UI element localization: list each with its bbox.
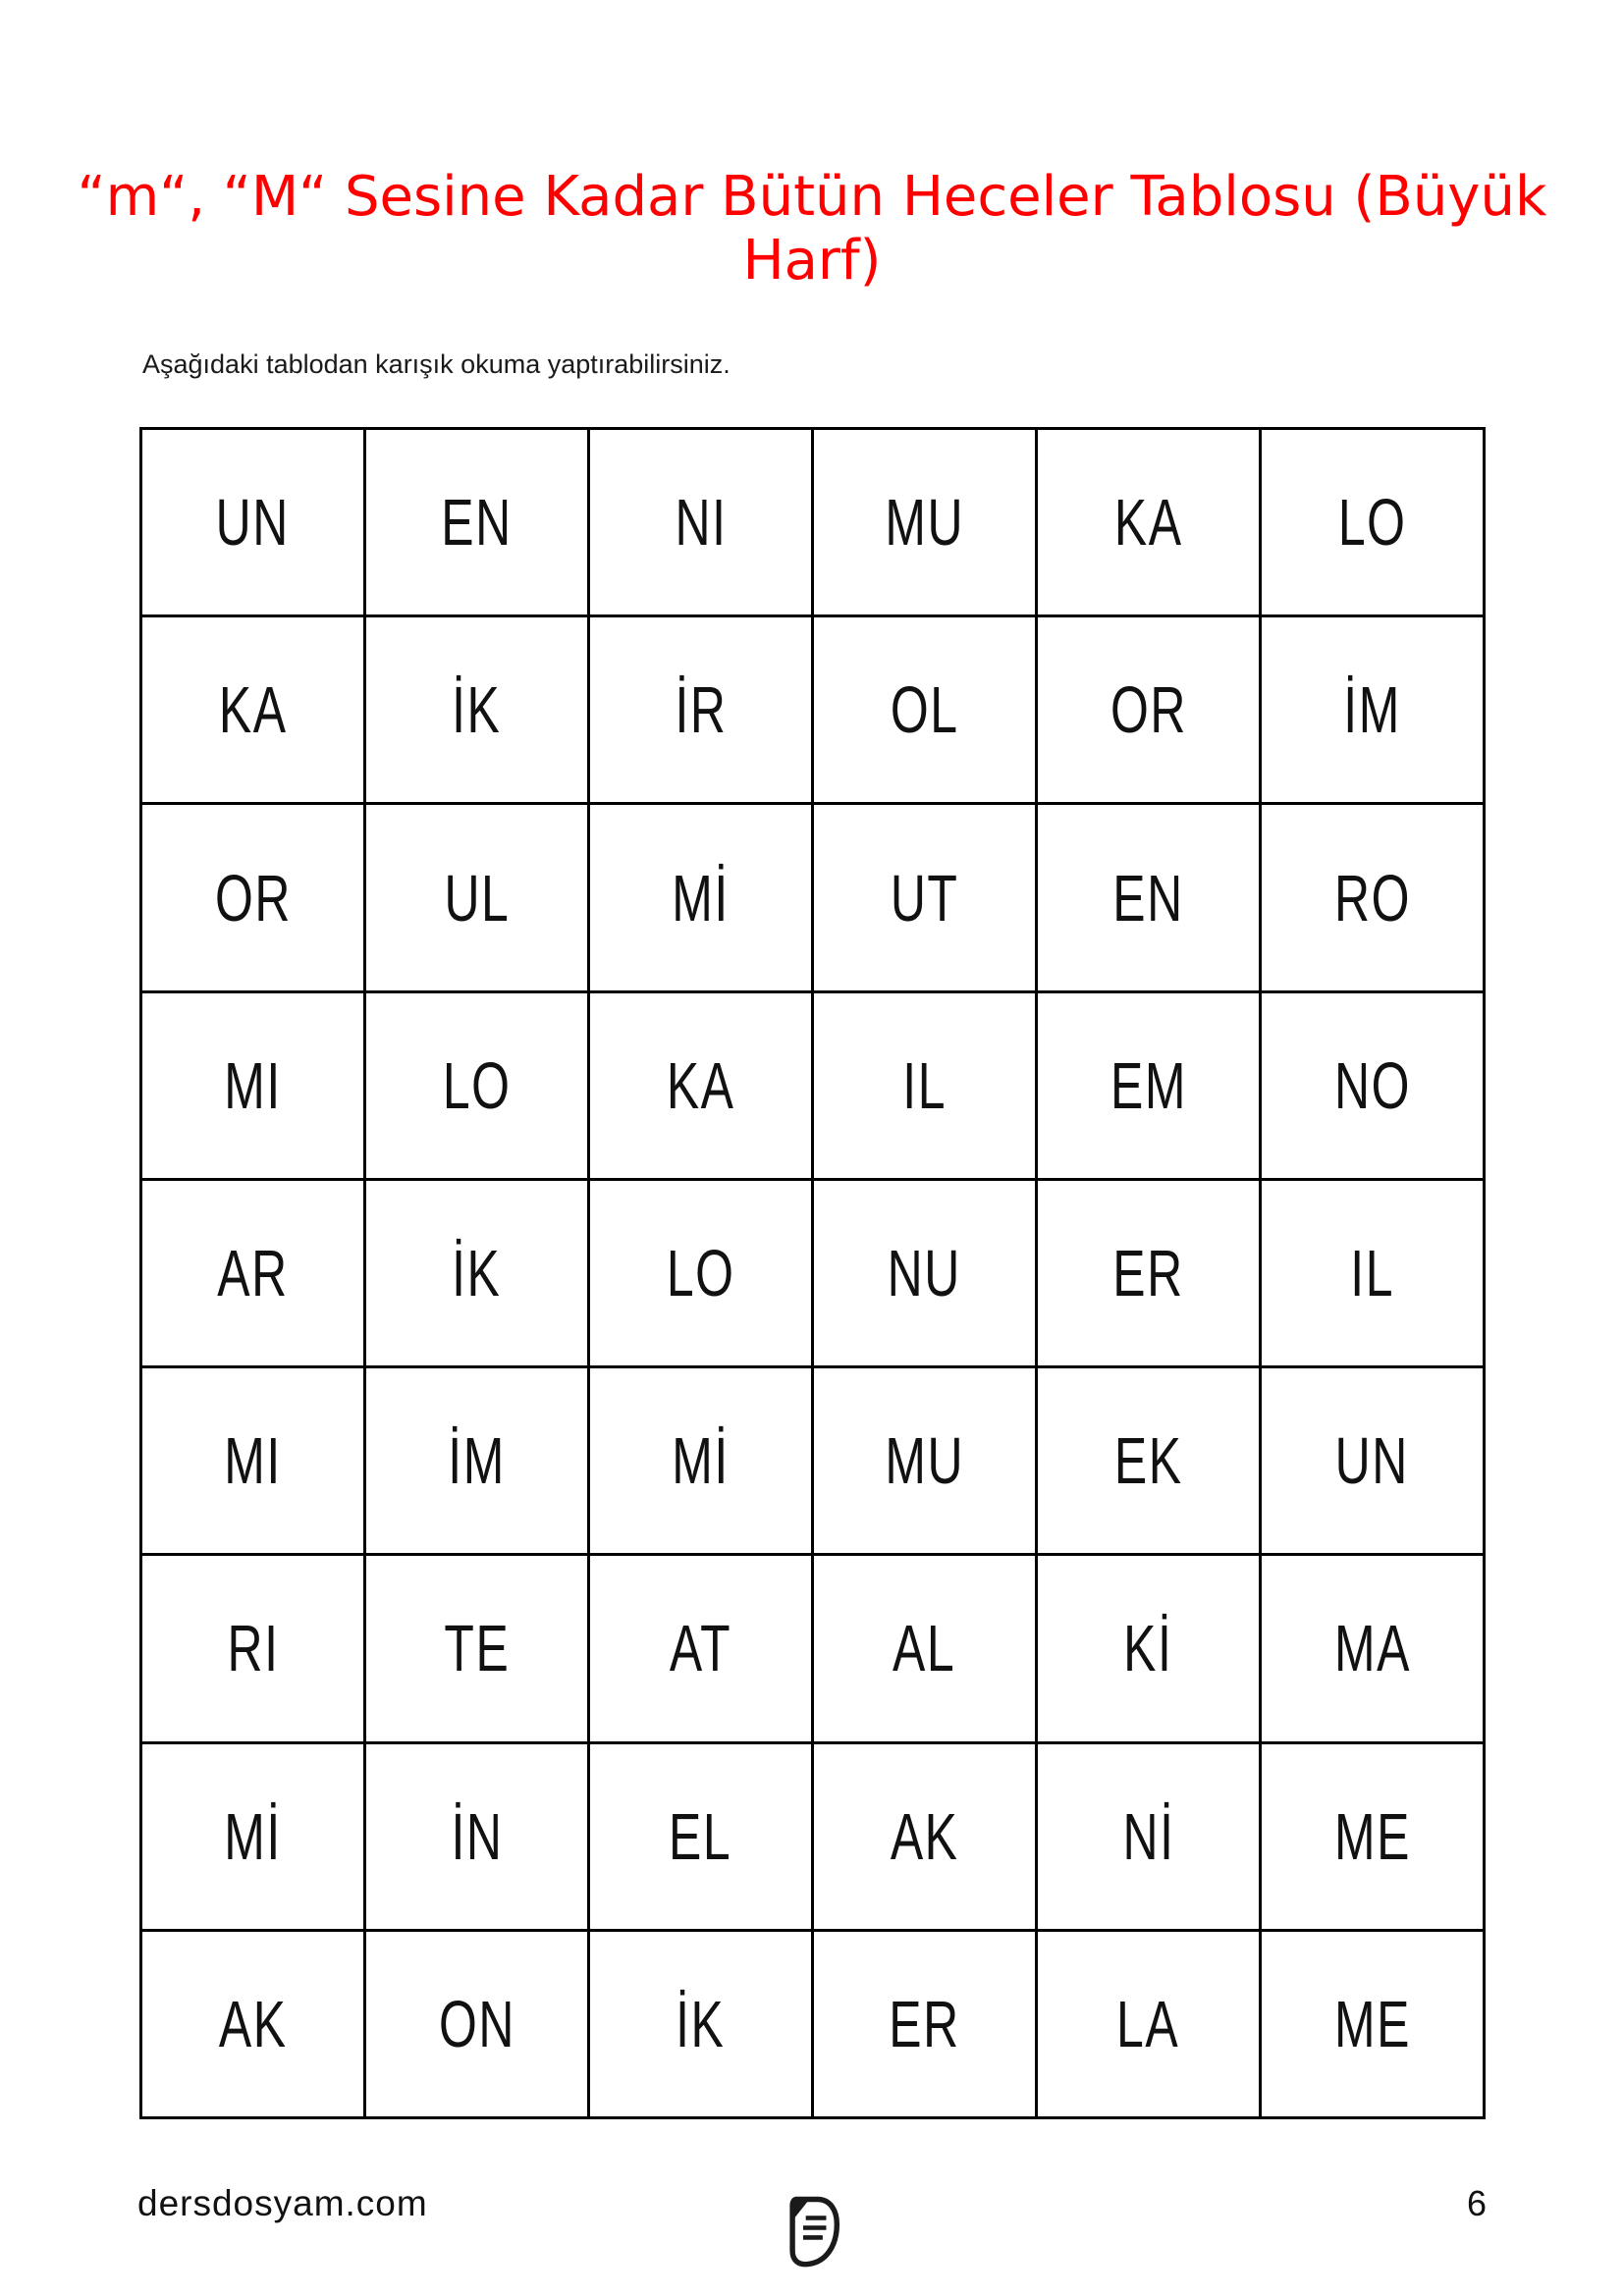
syllable-text: EM <box>1110 1047 1187 1123</box>
syllable-text: İK <box>452 1236 502 1310</box>
syllable-text: ME <box>1333 1987 1411 2061</box>
syllable-cell <box>1037 1742 1261 1930</box>
syllable-text: RI <box>226 1611 280 1686</box>
table-row <box>141 429 1485 616</box>
syllable-cell <box>589 1742 813 1930</box>
syllable-table <box>139 427 1486 2119</box>
syllable-cell <box>1261 1555 1485 1742</box>
syllable-cell <box>589 804 813 991</box>
syllable-text: ON <box>438 1987 515 2061</box>
syllable-text: Mİ <box>224 1798 282 1874</box>
syllable-text: EN <box>441 485 513 560</box>
syllable-cell <box>1037 1555 1261 1742</box>
syllable-text: İM <box>448 1423 506 1499</box>
table-row <box>141 1367 1485 1555</box>
page-title: “m“, “M“ Sesine Kadar Bütün Heceler Tablosu (Büyük Harf) <box>77 165 1547 293</box>
syllable-text: MU <box>885 485 964 560</box>
syllable-text: MU <box>885 1423 964 1499</box>
syllable-cell <box>365 804 589 991</box>
syllable-text: UL <box>444 860 510 935</box>
syllable-cell <box>1261 616 1485 804</box>
syllable-text: İM <box>1343 672 1401 748</box>
syllable-text: OR <box>1110 672 1187 748</box>
syllable-cell <box>589 1179 813 1366</box>
syllable-cell <box>813 1367 1037 1555</box>
syllable-cell <box>813 1930 1037 2117</box>
syllable-cell <box>365 1742 589 1930</box>
instruction-text: Aşağıdaki tablodan karışık okuma yaptırabilirsiniz. <box>142 349 731 379</box>
syllable-cell <box>813 1555 1037 1742</box>
syllable-cell <box>141 616 365 804</box>
table-row <box>141 1742 1485 1930</box>
table-row <box>141 1179 1485 1366</box>
syllable-text: KA <box>218 672 288 748</box>
syllable-text: Kİ <box>1123 1611 1173 1686</box>
syllable-cell <box>365 1179 589 1366</box>
syllable-text: IL <box>902 1047 947 1123</box>
syllable-text: AT <box>669 1611 732 1686</box>
syllable-cell <box>1261 804 1485 991</box>
syllable-cell <box>1261 429 1485 616</box>
syllable-text: Mİ <box>672 1423 730 1499</box>
syllable-text: MI <box>224 1423 282 1499</box>
syllable-text: İK <box>676 1987 726 2061</box>
syllable-cell <box>1037 1367 1261 1555</box>
syllable-cell <box>1261 1930 1485 2117</box>
syllable-text: MA <box>1333 1611 1411 1686</box>
syllable-cell <box>1261 1179 1485 1366</box>
syllable-text: UN <box>1334 1423 1410 1499</box>
syllable-text: İN <box>450 1798 504 1874</box>
table-row <box>141 1555 1485 1742</box>
syllable-text: NO <box>1333 1047 1411 1123</box>
page-number: 6 <box>1466 2183 1487 2223</box>
syllable-text: AK <box>218 1987 288 2061</box>
syllable-cell <box>589 616 813 804</box>
syllable-cell <box>141 1367 365 1555</box>
syllable-cell <box>589 429 813 616</box>
syllable-text: KA <box>1113 485 1183 560</box>
syllable-cell <box>1261 1742 1485 1930</box>
syllable-text: RO <box>1333 860 1411 935</box>
syllable-text: Nİ <box>1121 1798 1175 1874</box>
syllable-cell <box>589 1930 813 2117</box>
syllable-text: OR <box>214 860 292 935</box>
syllable-cell <box>141 1930 365 2117</box>
syllable-cell <box>1037 1930 1261 2117</box>
syllable-cell <box>813 804 1037 991</box>
syllable-cell <box>1037 616 1261 804</box>
syllable-cell <box>141 1555 365 1742</box>
syllable-cell <box>365 991 589 1179</box>
syllable-text: İK <box>452 672 502 748</box>
syllable-text: LO <box>666 1236 735 1310</box>
syllable-text: IL <box>1350 1236 1394 1310</box>
syllable-text: EL <box>669 1798 732 1874</box>
syllable-cell <box>141 1179 365 1366</box>
syllable-cell <box>1261 991 1485 1179</box>
syllable-text: MI <box>224 1047 282 1123</box>
syllable-text: ME <box>1333 1798 1411 1874</box>
syllable-text: OL <box>890 672 959 748</box>
syllable-text: AR <box>217 1236 289 1310</box>
syllable-text: İR <box>674 672 728 748</box>
syllable-cell <box>813 616 1037 804</box>
table-row <box>141 1930 1485 2117</box>
syllable-cell <box>813 1179 1037 1366</box>
syllable-cell <box>141 804 365 991</box>
syllable-text: LO <box>1337 485 1407 560</box>
syllable-cell <box>813 1742 1037 1930</box>
syllable-cell <box>1037 991 1261 1179</box>
syllable-cell <box>141 1742 365 1930</box>
syllable-cell <box>365 1367 589 1555</box>
syllable-cell <box>1037 1179 1261 1366</box>
syllable-text: NU <box>887 1236 962 1310</box>
syllable-text: NI <box>674 485 728 560</box>
syllable-text: UN <box>215 485 291 560</box>
syllable-text: LO <box>442 1047 512 1123</box>
syllable-text: LA <box>1116 1987 1180 2061</box>
syllable-cell <box>365 1930 589 2117</box>
table-row <box>141 991 1485 1179</box>
syllable-text: ER <box>889 1987 960 2061</box>
website-text: dersdosyam.com <box>137 2183 428 2223</box>
syllable-text: AK <box>890 1798 959 1874</box>
syllable-text: EN <box>1112 860 1184 935</box>
syllable-cell <box>1037 429 1261 616</box>
syllable-cell <box>141 429 365 616</box>
syllable-cell <box>589 991 813 1179</box>
syllable-cell <box>1037 804 1261 991</box>
syllable-text: EK <box>1113 1423 1183 1499</box>
document-icon <box>784 2195 840 2269</box>
syllable-text: TE <box>444 1611 510 1686</box>
syllable-text: UT <box>890 860 959 935</box>
table-row <box>141 804 1485 991</box>
syllable-text: AL <box>893 1611 956 1686</box>
syllable-cell <box>365 1555 589 1742</box>
syllable-cell <box>589 1555 813 1742</box>
syllable-text: KA <box>666 1047 735 1123</box>
syllable-cell <box>813 429 1037 616</box>
syllable-cell <box>365 616 589 804</box>
syllable-cell <box>365 429 589 616</box>
syllable-table-body <box>141 429 1485 2118</box>
syllable-cell <box>813 991 1037 1179</box>
syllable-cell <box>589 1367 813 1555</box>
syllable-text: ER <box>1112 1236 1184 1310</box>
table-row <box>141 616 1485 804</box>
syllable-cell <box>1261 1367 1485 1555</box>
syllable-cell <box>141 991 365 1179</box>
syllable-text: Mİ <box>672 860 730 935</box>
